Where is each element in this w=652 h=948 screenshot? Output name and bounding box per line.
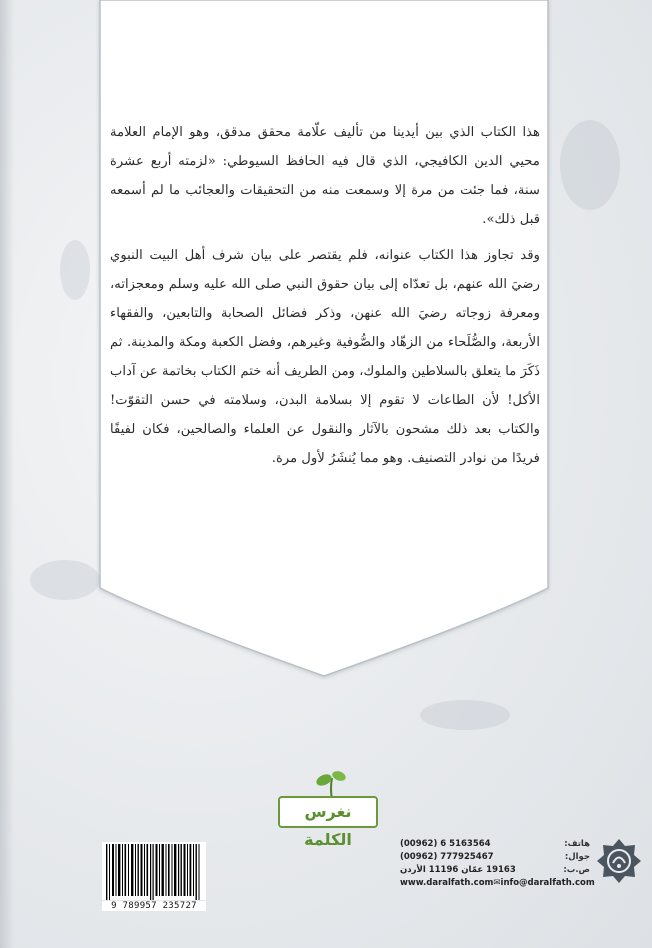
publisher-logo — [596, 838, 642, 884]
series-logo — [272, 770, 380, 849]
blurb-paragraph: وقد تجاوز هذا الكتاب عنوانه، فلم يقتصر على بيان شرف أهل البيت النبوي رضيَ الله عنهم، بل تعدّاه إلى بيان حقوق النبي صلى الله عليه وسلم ومعجزاته، ومعرفة زوجاته رضيَ الله عنهن، وذكر فضائل الصحابة والتابعين، والفقهاء الأربعة، والصُّلَحاء من الزهّاد والصُّوفية وغيرهم، وفضل الكعبة ومكة والمدينة. ثم ذَكَرَ ما يتعلق بالسلاطين والملوك، ومن الطريف أنه ختم الكتاب بخاتمة عن آداب الأكل! لأن الطاعات لا تقوم إلا بسلامة البدن، وسلامته في حسن التقوّت! والكتاب بعد ذلك مشحون بالآثار والنقول عن العلماء والصالحين، فكان لفيفًا فريدًا من نوادر التصنيف. وهو مما يُنشَرُ لأول مرة. — [110, 248, 540, 466]
series-logo-text: نغرس الكلمة — [278, 796, 378, 828]
book-blurb — [110, 118, 540, 480]
isbn-number: 9 789957 235727 — [102, 901, 206, 911]
pobox-label: ص.ب: — [563, 865, 590, 875]
pobox-address: 19163 عمّان 11196 الأردن — [400, 865, 516, 875]
publisher-contact — [400, 838, 595, 890]
email-link[interactable]: info@daralfath.com — [500, 878, 595, 888]
contact-web-row — [400, 877, 595, 890]
ink-splash — [30, 560, 100, 600]
phone-label: هاتف: — [564, 839, 590, 849]
barcode-bars — [102, 842, 206, 900]
mobile-number: (00962) 777925467 — [400, 852, 494, 862]
mobile-label: جوال: — [564, 852, 590, 862]
contact-pobox-row — [400, 864, 590, 877]
website-link[interactable]: www.daralfath.com — [400, 878, 494, 888]
barcode — [102, 842, 206, 900]
email-icon: ✉ — [493, 878, 501, 888]
contact-phone-row — [400, 838, 590, 851]
spine-shade — [0, 0, 14, 948]
ink-splash — [560, 120, 620, 210]
contact-mobile-row — [400, 851, 590, 864]
phone-number: (00962) 6 5163564 — [400, 839, 491, 849]
ink-splash — [60, 240, 90, 300]
ink-splash — [420, 700, 510, 730]
publisher-emblem-icon — [596, 838, 642, 884]
blurb-paragraph: هذا الكتاب الذي بين أيدينا من تأليف علّامة محقق مدقق، وهو الإمام العلامة محيي الدين الكافيجي، الذي قال فيه الحافظ السيوطي: «لزمته أربع عشرة سنة، فما جئت من مرة إلا وسمعت منه من التحقيقات والعجائب ما لم أسمعه قبل ذلك». — [110, 125, 540, 227]
